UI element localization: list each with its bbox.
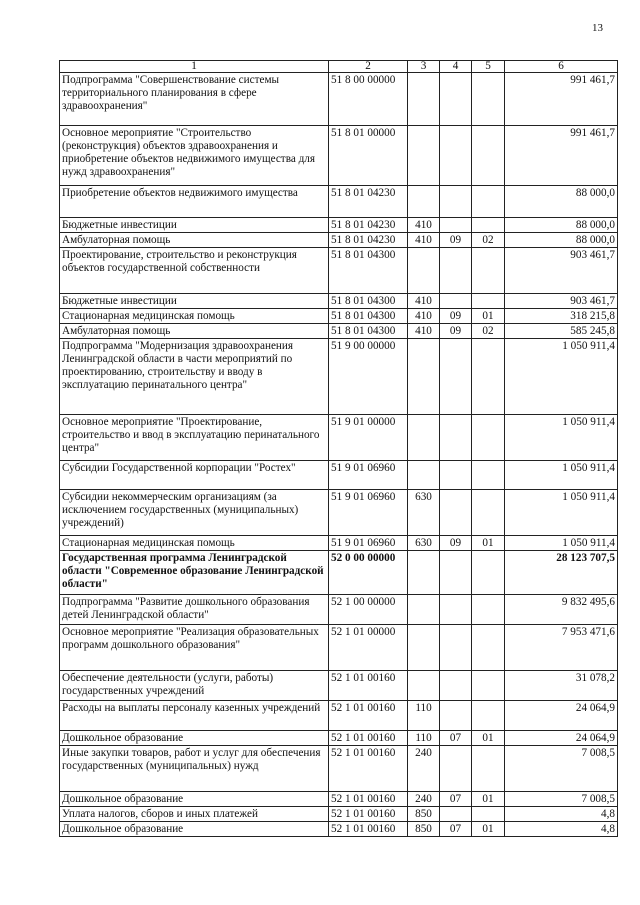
row-col5 [472,551,505,595]
row-amount: 4,8 [505,822,618,837]
table-row [60,73,618,126]
row-code: 52 1 01 00160 [329,807,408,822]
column-header: 4 [440,61,472,73]
row-name: Уплата налогов, сборов и иных платежей [60,807,329,822]
row-col5 [472,218,505,233]
row-name: Подпрограмма "Модернизация здравоохранения Ленинградской области в части мероприятий по проектированию, строительству и вводу в эксплуатацию перинатального центра" [60,339,329,415]
row-name: Дошкольное образование [60,731,329,746]
row-amount: 7 008,5 [505,792,618,807]
row-name: Субсидии некоммерческим организациям (за исключением государственных (муниципальных) учреждений) [60,490,329,536]
row-col3 [408,186,440,218]
row-amount: 1 050 911,4 [505,339,618,415]
row-code: 52 1 01 00160 [329,822,408,837]
row-col4 [440,671,472,701]
row-col5: 01 [472,822,505,837]
row-code: 52 1 00 00000 [329,595,408,625]
row-amount: 4,8 [505,807,618,822]
row-code: 51 8 01 00000 [329,126,408,186]
row-col5 [472,294,505,309]
row-col4 [440,701,472,731]
row-col5 [472,701,505,731]
row-col3: 410 [408,324,440,339]
row-col5: 02 [472,233,505,248]
row-col4 [440,339,472,415]
table-row [60,792,618,807]
row-col5 [472,461,505,490]
row-code: 52 1 01 00160 [329,731,408,746]
row-name: Бюджетные инвестиции [60,218,329,233]
row-col4 [440,625,472,671]
row-col3: 410 [408,309,440,324]
row-name: Стационарная медицинская помощь [60,536,329,551]
table-row [60,671,618,701]
row-code: 51 9 01 00000 [329,415,408,461]
table-row [60,126,618,186]
row-code: 51 8 00 00000 [329,73,408,126]
row-amount: 31 078,2 [505,671,618,701]
column-header: 6 [505,61,618,73]
table-row [60,536,618,551]
row-col3: 630 [408,490,440,536]
row-col4: 09 [440,324,472,339]
row-col4: 09 [440,536,472,551]
table-row [60,701,618,731]
row-code: 52 1 01 00160 [329,671,408,701]
row-code: 51 9 00 00000 [329,339,408,415]
row-col3: 410 [408,218,440,233]
row-col4 [440,461,472,490]
row-name: Иные закупки товаров, работ и услуг для обеспечения государственных (муниципальных) нужд [60,746,329,792]
row-amount: 28 123 707,5 [505,551,618,595]
row-amount: 24 064,9 [505,701,618,731]
table-row [60,461,618,490]
row-code: 52 1 01 00000 [329,625,408,671]
row-col5 [472,807,505,822]
row-col3: 110 [408,701,440,731]
table-row [60,595,618,625]
row-col3 [408,126,440,186]
row-col4: 09 [440,233,472,248]
row-col4 [440,294,472,309]
row-col5 [472,415,505,461]
table-row [60,625,618,671]
row-col3: 240 [408,792,440,807]
row-code: 51 8 01 04230 [329,218,408,233]
column-header: 2 [329,61,408,73]
row-col4: 07 [440,731,472,746]
row-col3 [408,671,440,701]
row-amount: 991 461,7 [505,73,618,126]
row-col5 [472,746,505,792]
column-header: 5 [472,61,505,73]
row-col3: 850 [408,822,440,837]
row-col4: 09 [440,309,472,324]
row-col5: 02 [472,324,505,339]
row-code: 51 9 01 06960 [329,461,408,490]
table-row [60,309,618,324]
row-col5: 01 [472,792,505,807]
row-amount: 9 832 495,6 [505,595,618,625]
row-col3: 110 [408,731,440,746]
row-col5 [472,625,505,671]
row-col4 [440,218,472,233]
row-name: Бюджетные инвестиции [60,294,329,309]
row-col5: 01 [472,536,505,551]
row-amount: 991 461,7 [505,126,618,186]
row-name: Подпрограмма "Совершенствование системы территориального планирования в сфере здравоохранения" [60,73,329,126]
row-code: 52 0 00 00000 [329,551,408,595]
column-header: 3 [408,61,440,73]
row-name: Основное мероприятие "Реализация образовательных программ дошкольного образования" [60,625,329,671]
row-code: 51 8 01 04300 [329,309,408,324]
row-col4 [440,595,472,625]
row-col5 [472,671,505,701]
table-row [60,218,618,233]
table-row [60,551,618,595]
row-code: 52 1 01 00160 [329,746,408,792]
row-col4 [440,126,472,186]
budget-table [59,60,618,837]
row-col3 [408,248,440,294]
table-row [60,339,618,415]
row-name: Основное мероприятие "Строительство (реконструкция) объектов здравоохранения и приобретение объектов недвижимого имущества для нужд здравоохранения" [60,126,329,186]
row-code: 51 8 01 04300 [329,324,408,339]
row-name: Проектирование, строительство и реконструкция объектов государственной собственности [60,248,329,294]
row-name: Приобретение объектов недвижимого имущества [60,186,329,218]
row-amount: 1 050 911,4 [505,536,618,551]
row-col4: 07 [440,792,472,807]
row-code: 51 9 01 06960 [329,490,408,536]
row-name: Основное мероприятие "Проектирование, строительство и ввод в эксплуатацию перинатального центра" [60,415,329,461]
row-amount: 585 245,8 [505,324,618,339]
row-col4 [440,807,472,822]
row-code: 51 8 01 04300 [329,248,408,294]
column-header: 1 [60,61,329,73]
row-col5: 01 [472,309,505,324]
row-name: Дошкольное образование [60,822,329,837]
row-amount: 1 050 911,4 [505,461,618,490]
row-col4 [440,746,472,792]
row-col3 [408,625,440,671]
row-col3 [408,339,440,415]
row-col5 [472,490,505,536]
row-code: 52 1 01 00160 [329,701,408,731]
page-number: 13 [592,22,603,34]
row-name: Стационарная медицинская помощь [60,309,329,324]
row-col3 [408,595,440,625]
table-row [60,807,618,822]
row-col4 [440,186,472,218]
table-row [60,490,618,536]
row-col5: 01 [472,731,505,746]
row-name: Подпрограмма "Развитие дошкольного образования детей Ленинградской области" [60,595,329,625]
row-name: Расходы на выплаты персоналу казенных учреждений [60,701,329,731]
row-col3: 410 [408,233,440,248]
row-col3 [408,551,440,595]
row-col3: 850 [408,807,440,822]
row-col4 [440,490,472,536]
row-col3 [408,461,440,490]
row-code: 51 8 01 04230 [329,186,408,218]
row-col3 [408,415,440,461]
row-amount: 88 000,0 [505,233,618,248]
row-name: Обеспечение деятельности (услуги, работы) государственных учреждений [60,671,329,701]
row-amount: 903 461,7 [505,294,618,309]
row-name: Амбулаторная помощь [60,324,329,339]
table-row [60,324,618,339]
row-col5 [472,126,505,186]
row-amount: 24 064,9 [505,731,618,746]
row-col5 [472,339,505,415]
table-row [60,415,618,461]
table-row [60,746,618,792]
row-col4 [440,551,472,595]
row-col4 [440,73,472,126]
row-name: Дошкольное образование [60,792,329,807]
header-row [60,61,618,73]
row-col5 [472,595,505,625]
row-name: Государственная программа Ленинградской области "Современное образование Ленинградской области" [60,551,329,595]
row-name: Субсидии Государственной корпорации "Ростех" [60,461,329,490]
row-col4 [440,415,472,461]
row-col5 [472,186,505,218]
row-col3 [408,73,440,126]
row-name: Амбулаторная помощь [60,233,329,248]
table-row [60,233,618,248]
table-row [60,731,618,746]
row-amount: 1 050 911,4 [505,415,618,461]
row-col3: 410 [408,294,440,309]
table-row [60,294,618,309]
row-amount: 88 000,0 [505,218,618,233]
row-col3: 630 [408,536,440,551]
row-col5 [472,73,505,126]
row-amount: 903 461,7 [505,248,618,294]
row-col3: 240 [408,746,440,792]
row-amount: 88 000,0 [505,186,618,218]
row-col4 [440,248,472,294]
row-col4: 07 [440,822,472,837]
row-amount: 7 008,5 [505,746,618,792]
table-row [60,822,618,837]
row-code: 51 8 01 04300 [329,294,408,309]
row-amount: 1 050 911,4 [505,490,618,536]
row-amount: 318 215,8 [505,309,618,324]
row-amount: 7 953 471,6 [505,625,618,671]
row-code: 51 8 01 04230 [329,233,408,248]
table-row [60,248,618,294]
row-col5 [472,248,505,294]
table-row [60,186,618,218]
row-code: 51 9 01 06960 [329,536,408,551]
row-code: 52 1 01 00160 [329,792,408,807]
